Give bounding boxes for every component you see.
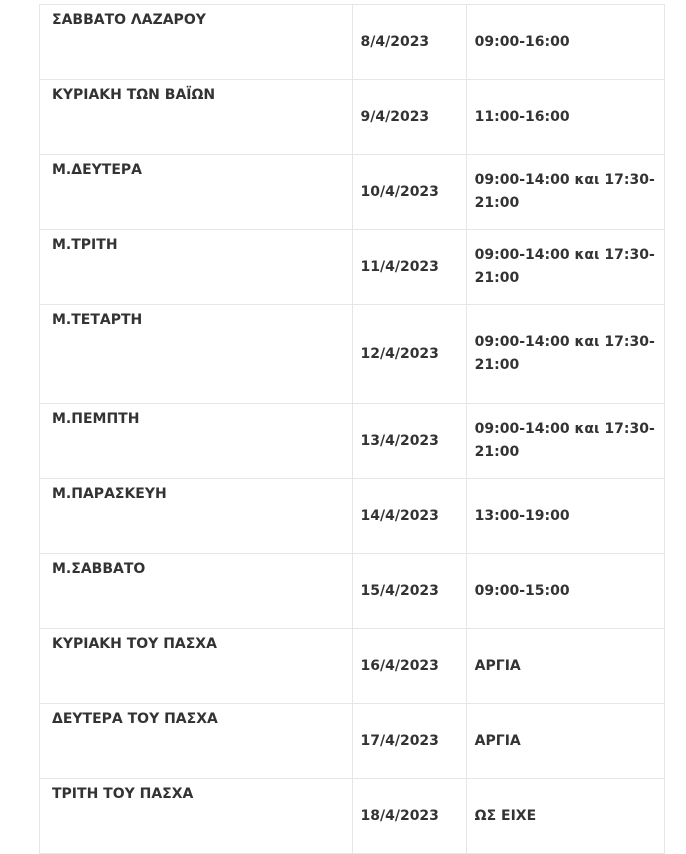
day-cell: Μ.ΠΕΜΠΤΗ bbox=[40, 404, 353, 479]
schedule-table bbox=[39, 4, 665, 854]
date-cell: 16/4/2023 bbox=[352, 629, 466, 704]
date-cell: 9/4/2023 bbox=[352, 80, 466, 155]
day-cell: ΤΡΙΤΗ ΤΟΥ ΠΑΣΧΑ bbox=[40, 779, 353, 854]
date-cell: 10/4/2023 bbox=[352, 155, 466, 230]
hours-cell: 09:00-15:00 bbox=[466, 554, 664, 629]
table-row bbox=[40, 80, 665, 155]
day-cell: Μ.ΣΑΒΒΑΤΟ bbox=[40, 554, 353, 629]
date-cell: 12/4/2023 bbox=[352, 305, 466, 404]
hours-cell: 09:00-14:00 και 17:30-21:00 bbox=[466, 155, 664, 230]
date-cell: 8/4/2023 bbox=[352, 5, 466, 80]
hours-cell: ΩΣ ΕΙΧΕ bbox=[466, 779, 664, 854]
day-cell: ΚΥΡΙΑΚΗ ΤΟΥ ΠΑΣΧΑ bbox=[40, 629, 353, 704]
date-cell: 14/4/2023 bbox=[352, 479, 466, 554]
day-cell: Μ.ΤΕΤΑΡΤΗ bbox=[40, 305, 353, 404]
hours-cell: 09:00-14:00 και 17:30-21:00 bbox=[466, 404, 664, 479]
day-cell: Μ.ΠΑΡΑΣΚΕΥΗ bbox=[40, 479, 353, 554]
day-cell: ΣΑΒΒΑΤΟ ΛΑΖΑΡΟΥ bbox=[40, 5, 353, 80]
date-cell: 11/4/2023 bbox=[352, 230, 466, 305]
table-row bbox=[40, 305, 665, 404]
table-row bbox=[40, 155, 665, 230]
date-cell: 13/4/2023 bbox=[352, 404, 466, 479]
table-row bbox=[40, 230, 665, 305]
day-cell: Μ.ΤΡΙΤΗ bbox=[40, 230, 353, 305]
hours-cell: 09:00-14:00 και 17:30-21:00 bbox=[466, 230, 664, 305]
date-cell: 15/4/2023 bbox=[352, 554, 466, 629]
hours-cell: ΑΡΓΙΑ bbox=[466, 629, 664, 704]
table-row bbox=[40, 779, 665, 854]
table-row bbox=[40, 629, 665, 704]
date-cell: 17/4/2023 bbox=[352, 704, 466, 779]
hours-cell: ΑΡΓΙΑ bbox=[466, 704, 664, 779]
table-row bbox=[40, 404, 665, 479]
table-row bbox=[40, 479, 665, 554]
hours-cell: 09:00-14:00 και 17:30-21:00 bbox=[466, 305, 664, 404]
table-row bbox=[40, 554, 665, 629]
hours-cell: 11:00-16:00 bbox=[466, 80, 664, 155]
day-cell: Μ.ΔΕΥΤΕΡΑ bbox=[40, 155, 353, 230]
day-cell: ΚΥΡΙΑΚΗ ΤΩΝ ΒΑΪΩΝ bbox=[40, 80, 353, 155]
day-cell: ΔΕΥΤΕΡΑ ΤΟΥ ΠΑΣΧΑ bbox=[40, 704, 353, 779]
date-cell: 18/4/2023 bbox=[352, 779, 466, 854]
table-row bbox=[40, 5, 665, 80]
hours-cell: 09:00-16:00 bbox=[466, 5, 664, 80]
table-row bbox=[40, 704, 665, 779]
hours-cell: 13:00-19:00 bbox=[466, 479, 664, 554]
